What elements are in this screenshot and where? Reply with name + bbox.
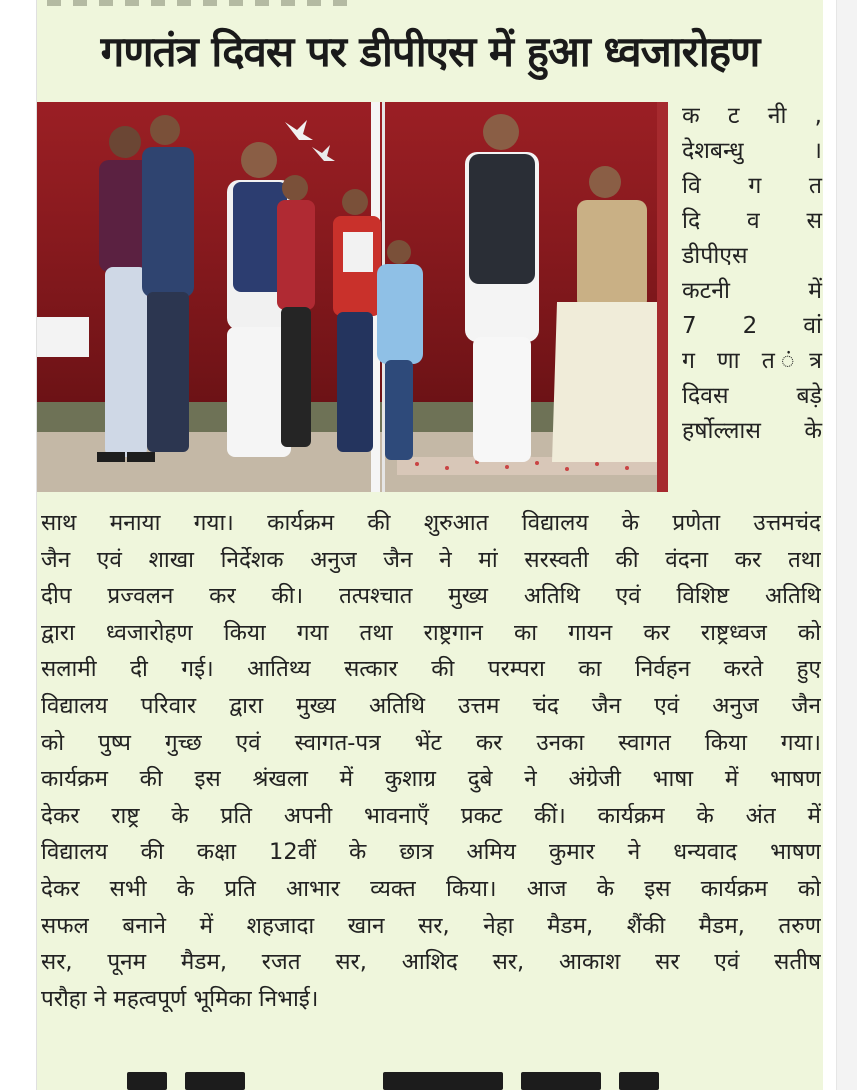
body-line: द्वारा ध्वजारोहण किया गया तथा राष्ट्रगान का गायन कर राष्ट्रध्वज को	[41, 619, 821, 646]
body-line: विद्यालय की कक्षा 12वीं के छात्र अमिय कुमार ने धन्यवाद भाषण	[41, 839, 821, 866]
side-line: दि व स	[682, 208, 822, 234]
side-line: देशबन्धु ।	[682, 138, 822, 164]
side-line: डीपीएस	[682, 243, 748, 269]
right-margin	[836, 0, 857, 1090]
body-line: सफल बनाने में शहजादा खान सर, नेहा मैडम, शैंकी मैडम, तरुण	[41, 912, 821, 939]
newspaper-clipping	[37, 0, 823, 1090]
body-line: देकर सभी के प्रति आभार व्यक्त किया। आज के इस कार्यक्रम को	[41, 875, 821, 902]
article-headline: गणतंत्र दिवस पर डीपीएस में हुआ ध्वजारोहण	[100, 27, 760, 76]
left-margin	[0, 0, 37, 1090]
article-side-column	[682, 99, 822, 449]
cut-off-next-headline	[37, 1072, 823, 1090]
side-line: हर्षोल्लास के	[682, 418, 822, 444]
flag-hoisting-photo	[37, 102, 668, 492]
body-line: परौहा ने महत्वपूर्ण भूमिका निभाई।	[41, 985, 319, 1012]
side-line: वि ग त	[682, 173, 822, 199]
body-line: जैन एवं शाखा निर्देशक अनुज जैन ने मां सरस्वती की वंदना कर तथा	[41, 546, 821, 573]
body-line: को पुष्प गुच्छ एवं स्वागत-पत्र भेंट कर उनका स्वागत किया गया।	[41, 729, 821, 756]
cut-off-previous-line	[47, 0, 347, 6]
body-line: दीप प्रज्वलन कर की। तत्पश्चात मुख्य अतिथि एवं विशिष्ट अतिथि	[41, 583, 821, 610]
article-body	[41, 505, 821, 1017]
event-photo	[37, 102, 668, 492]
side-line: ग णा त ंत्र	[682, 348, 822, 374]
body-line: साथ मनाया गया। कार्यक्रम की शुरुआत विद्यालय के प्रणेता उत्तमचंद	[41, 510, 821, 536]
side-line: कटनी में	[682, 278, 822, 304]
body-line: विद्यालय परिवार द्वारा मुख्य अतिथि उत्तम चंद जैन एवं अनुज जैन	[41, 692, 821, 719]
body-line: सर, पूनम मैडम, रजत सर, आशिद सर, आकाश सर एवं सतीष	[41, 949, 821, 976]
side-line: दिवस बड़े	[682, 383, 822, 409]
body-line: कार्यक्रम की इस श्रंखला में कुशाग्र दुबे ने अंग्रेजी भाषा में भाषण	[41, 766, 821, 793]
body-line: सलामी दी गई। आतिथ्य सत्कार की परम्परा का निर्वहन करते हुए	[41, 656, 821, 683]
side-line: क ट नी ,	[682, 103, 822, 129]
body-line: देकर राष्ट्र के प्रति अपनी भावनाएँ प्रकट कीं। कार्यक्रम के अंत में	[41, 802, 821, 829]
side-line: 7 2 वां	[682, 313, 822, 339]
